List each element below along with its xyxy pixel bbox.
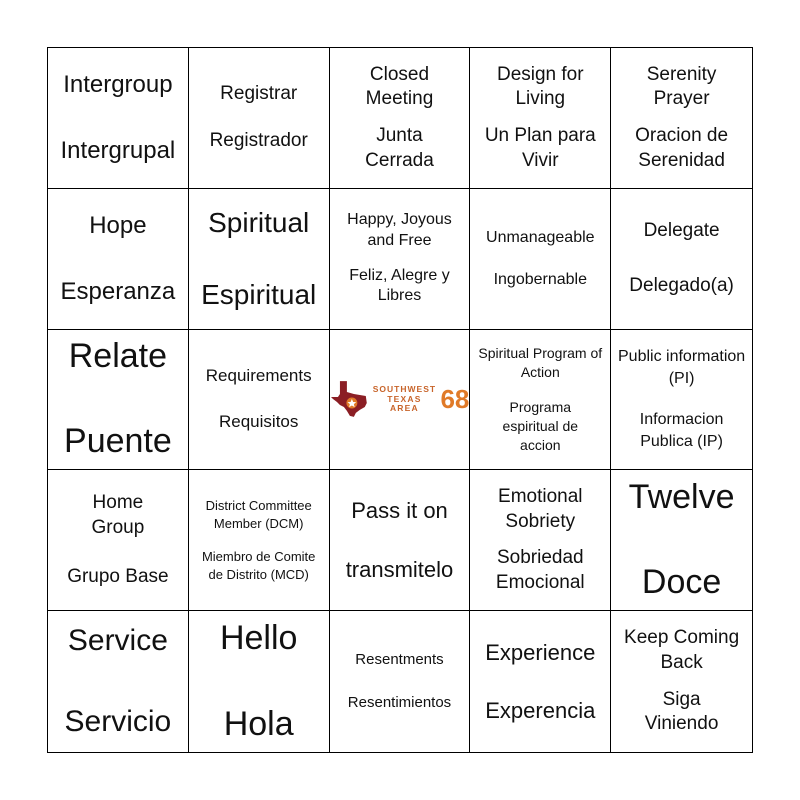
free-space (330, 330, 471, 471)
cell-english: Spiritual (208, 206, 310, 238)
bingo-cell-relate (48, 330, 189, 471)
cell-english: Unmanageable (486, 229, 595, 247)
bingo-cell-twelve (611, 470, 752, 611)
cell-english: Relate (68, 337, 168, 376)
cell-spanish: Doce (641, 563, 722, 602)
cell-spanish: Hola (223, 704, 294, 743)
bingo-cell-pass-it-on (330, 470, 471, 611)
bingo-cell-delegate (611, 189, 752, 330)
cell-english: Resentments (355, 651, 444, 669)
cell-spanish: Resentimientos (347, 693, 452, 711)
cell-english: Twelve (628, 477, 735, 516)
cell-english: Emotional Sobriety (498, 485, 583, 532)
texas-icon (330, 380, 370, 418)
bingo-cell-serenity-prayer (611, 48, 752, 189)
bingo-cell-hello (189, 611, 330, 752)
cell-english: Spiritual Program of Action (478, 345, 603, 381)
cell-spanish: Un Plan para Vivir (484, 124, 596, 171)
cell-spanish: Sobriedad Emocional (495, 547, 585, 593)
cell-spanish: Puente (64, 422, 172, 461)
bingo-cell-registrar (189, 48, 330, 189)
cell-english: Design for Living (496, 63, 584, 110)
cell-english: Delegate (643, 220, 720, 241)
cell-spanish: Experencia (485, 697, 596, 723)
bingo-cell-spiritual (189, 189, 330, 330)
cell-english: Closed Meeting (365, 63, 434, 110)
logo-line-2: TEXAS AREA (387, 393, 422, 414)
cell-spanish: Miembro de Comite de Distrito (MCD) (201, 549, 316, 582)
cell-spanish: Oracion de Serenidad (635, 124, 729, 171)
cell-english: Requirements (205, 365, 312, 385)
cell-spanish: Grupo Base (67, 565, 169, 587)
bingo-cell-dcm (189, 470, 330, 611)
cell-spanish: Siga Viniendo (644, 688, 719, 735)
cell-english: Home Group (91, 492, 145, 538)
bingo-cell-resentments (330, 611, 471, 752)
cell-spanish: Ingobernable (493, 270, 587, 288)
cell-spanish: Feliz, Alegre y Libres (349, 266, 450, 305)
cell-english: Happy, Joyous and Free (347, 211, 452, 249)
cell-english: Registrar (220, 83, 298, 105)
cell-english: Pass it on (351, 497, 448, 523)
cell-spanish: Requisitos (219, 412, 299, 432)
cell-english: Hello (219, 619, 298, 658)
logo-number: 68 (440, 384, 470, 415)
bingo-cell-intergroup (48, 48, 189, 189)
bingo-cell-service (48, 611, 189, 752)
cell-english: Public information (PI) (618, 348, 746, 387)
bingo-cell-hope (48, 189, 189, 330)
bingo-cell-happy-joyous-free (330, 189, 471, 330)
cell-english: District Committee Member (DCM) (205, 498, 312, 531)
bingo-cell-public-information (611, 330, 752, 471)
cell-spanish: Delegado(a) (629, 274, 734, 296)
bingo-cell-spiritual-program-of-action (470, 330, 611, 471)
bingo-cell-closed-meeting (330, 48, 471, 189)
cell-spanish: transmitelo (345, 557, 454, 583)
bingo-cell-emotional-sobriety (470, 470, 611, 611)
cell-english: Hope (89, 212, 147, 240)
cell-english: Experience (485, 640, 596, 666)
cell-spanish: Espiritual (201, 278, 317, 310)
bingo-cell-unmanageable (470, 189, 611, 330)
bingo-cell-design-for-living (470, 48, 611, 189)
cell-english: Serenity Prayer (646, 63, 717, 110)
logo-wordmark (371, 385, 437, 414)
cell-spanish: Informacion Publica (IP) (639, 411, 724, 451)
logo-line-1: SOUTHWEST (372, 383, 437, 394)
bingo-cell-requirements (189, 330, 330, 471)
cell-spanish: Junta Cerrada (365, 124, 434, 171)
cell-spanish: Programa espiritual de accion (502, 399, 579, 453)
cell-spanish: Servicio (64, 704, 172, 738)
cell-spanish: Registrador (209, 129, 308, 151)
cell-english: Intergroup (63, 71, 173, 99)
bingo-cell-keep-coming-back (611, 611, 752, 752)
bingo-cell-experience (470, 611, 611, 752)
southwest-texas-area-68-logo (330, 380, 470, 418)
bingo-board (47, 47, 753, 753)
cell-english: Keep Coming Back (624, 627, 740, 673)
cell-spanish: Intergrupal (60, 136, 176, 164)
cell-english: Service (67, 624, 168, 658)
cell-spanish: Esperanza (60, 277, 176, 305)
bingo-cell-home-group (48, 470, 189, 611)
